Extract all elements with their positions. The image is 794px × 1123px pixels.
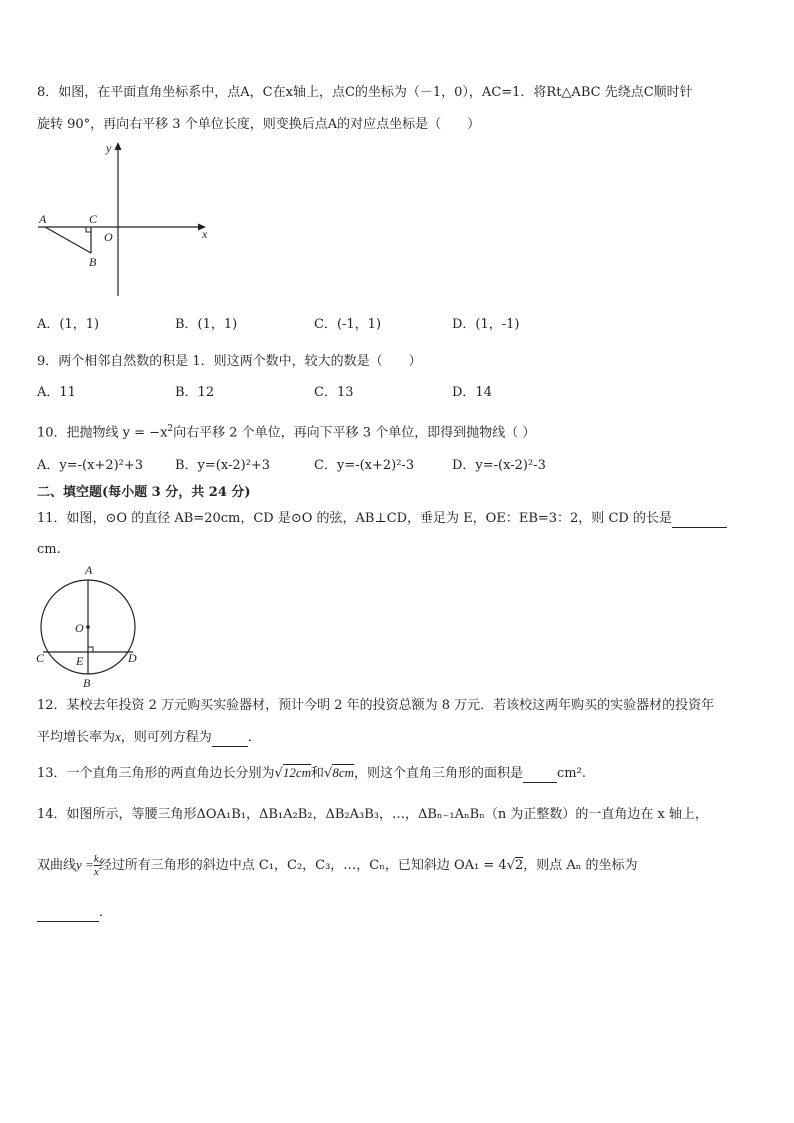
q13-answer-blank[interactable] — [523, 768, 557, 783]
q11-line1 — [37, 510, 727, 528]
section-2-heading: 二、填空题(每小题 3 分，共 24 分) — [37, 485, 251, 500]
q14-frac-den: x — [93, 866, 99, 878]
q14-radicand: 2 — [515, 858, 524, 873]
q12-line2 — [37, 728, 261, 747]
q8-label-c: C — [89, 212, 98, 226]
q13-radicand-2: 8cm — [332, 765, 354, 780]
q8-option-b: B．(1，1) — [175, 317, 238, 332]
q14-l2-b: 经过所有三角形的斜边中点 C₁，C₂，C₃，…，Cₙ，已知斜边 OA₁ = 4 — [98, 858, 507, 873]
q10-option-d: D．y=-(x-2)²-3 — [452, 458, 546, 473]
q8-option-d: D．(1，-1) — [452, 317, 520, 332]
q14-answer-blank[interactable] — [37, 907, 99, 922]
q8-option-a: A．(1，1) — [37, 317, 100, 332]
q14-line2 — [37, 852, 638, 879]
q8-label-y: y — [106, 141, 112, 155]
q13-text-b: ，则这个直角三角形的面积是 — [354, 766, 524, 781]
q12-line2-b: ，则可列方程为 — [120, 730, 212, 745]
q13-text-and: 和 — [311, 766, 325, 781]
q11-label-a: A — [85, 563, 93, 577]
q12-var-x: x — [115, 729, 121, 744]
q10-sup: 2 — [167, 424, 174, 434]
q9-option-d: D．14 — [452, 385, 492, 400]
q14-line3-end: ． — [99, 905, 113, 920]
q8-label-o: O — [104, 230, 113, 244]
q13-sqrt-2: √8cm — [324, 765, 354, 781]
q8-line2: 旋转 90°，再向右平移 3 个单位长度，则变换后点A的对应点坐标是（ ） — [37, 117, 481, 132]
q10-option-b: B．y=(x-2)²+3 — [175, 458, 271, 473]
q11-figure — [30, 563, 150, 691]
q14-line3 — [37, 904, 112, 922]
q14-sqrt: √2 — [506, 858, 524, 873]
q13-text-a: 13．一个直角三角形的两直角边长分别为 — [37, 766, 275, 781]
q11-answer-blank[interactable] — [672, 513, 727, 528]
q14-frac-num: k — [93, 853, 99, 865]
q9-option-a: A．11 — [37, 385, 76, 400]
q13-line — [37, 764, 586, 783]
q10-text-b: 向右平移 2 个单位，再向下平移 3 个单位，即得到抛物线（ ） — [173, 425, 536, 441]
q8-option-c: C．(-1，1) — [314, 317, 382, 332]
q14-l2-y: y = — [76, 857, 94, 872]
q8-label-x: x — [202, 227, 208, 241]
q11-label-o: O — [75, 621, 84, 635]
q9-text: 9．两个相邻自然数的积是 1．则这两个数中，较大的数是（ ） — [37, 354, 422, 369]
q11-line1-text: 11．如图，⊙O 的直径 AB=20cm，CD 是⊙O 的弦，AB⊥CD，垂足为 E，OE：EB=3：2，则 CD 的长是 — [37, 511, 672, 526]
q13-text-c: cm². — [557, 766, 586, 781]
q8-line1: 8．如图，在平面直角坐标系中，点A，C在x轴上，点C的坐标为（－1，0），AC=1．将Rt△ABC 先绕点C顺时针 — [37, 85, 693, 100]
q11-line2: cm. — [37, 542, 61, 557]
q8-label-b: B — [89, 255, 97, 269]
q14-l2-a: 双曲线 — [37, 858, 77, 873]
q12-answer-blank[interactable] — [212, 732, 248, 747]
q9-option-c: C．13 — [314, 385, 354, 400]
q14-l2-c: ，则点 Aₙ 的坐标为 — [523, 858, 638, 873]
q10-text — [37, 420, 535, 442]
q8-figure — [30, 138, 220, 303]
q10-option-a: A．y=-(x+2)²+3 — [37, 458, 144, 473]
q8-label-a: A — [39, 212, 47, 226]
q12-line1: 12．某校去年投资 2 万元购买实验器材，预计今明 2 年的投资总额为 8 万元．若该校这两年购买的实验器材的投资年 — [37, 698, 715, 713]
q11-label-b: B — [83, 676, 91, 690]
q13-radicand-1: 12cm — [282, 765, 312, 780]
q12-line2-a: 平均增长率为 — [37, 730, 116, 745]
q13-sqrt-1: √12cm — [274, 765, 312, 781]
q14-line1: 14．如图所示，等腰三角形ΔOA₁B₁，ΔB₁A₂B₂，ΔB₂A₃B₃，…，ΔBₙ₋₁AₙBₙ（n 为正整数）的一直角边在 x 轴上， — [37, 807, 708, 822]
q10-text-a: 10．把抛物线 y = −x — [37, 425, 168, 441]
q9-option-b: B．12 — [175, 385, 215, 400]
q12-line2-end: ． — [247, 730, 261, 745]
q10-option-c: C．y=-(x+2)²-3 — [314, 458, 415, 473]
q11-label-c: C — [36, 651, 45, 665]
q11-label-d: D — [128, 651, 137, 665]
q11-label-e: E — [76, 654, 84, 668]
